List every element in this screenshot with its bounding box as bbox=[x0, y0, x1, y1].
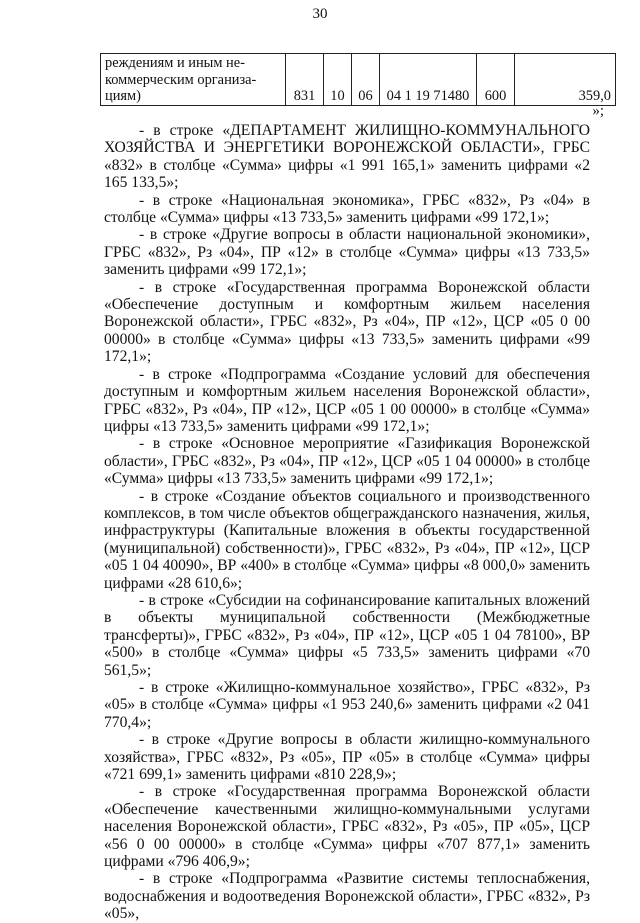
closing-quote-mark: »; bbox=[592, 103, 604, 119]
table-cell-rz: 10 bbox=[324, 54, 352, 106]
amendment-paragraph: - в строке «ДЕПАРТАМЕНТ ЖИЛИЩНО-КОММУНАЛЬНОГО ХОЗЯЙСТВА И ЭНЕРГЕТИКИ ВОРОНЕЖСКОЙ ОБЛАСТИ», ГРБС «832» в столбце «Сумма» цифры «1 991 165,1» заменить цифрами «2 165 133,5»; bbox=[104, 122, 590, 192]
table-cell-csr: 04 1 19 71480 bbox=[380, 54, 477, 106]
table-cell-vr: 600 bbox=[477, 54, 515, 106]
table-name-line: коммерческим организа- bbox=[105, 71, 257, 88]
amendment-paragraph: - в строке «Жилищно-коммунальное хозяйство», ГРБС «832», Рз «05» в столбце «Сумма» цифры «1 953 240,6» заменить цифрами «2 041 770,4»; bbox=[104, 679, 590, 731]
amendment-paragraph: - в строке «Другие вопросы в области жилищно-коммунального хозяйства», ГРБС «832», Рз «05», ПР «05» в столбце «Сумма» цифры «721 699,1» заменить цифрами «810 228,9»; bbox=[104, 731, 590, 784]
page-number: 30 bbox=[312, 6, 328, 22]
amendment-paragraph: - в строке «Субсидии на софинансирование капитальных вложений в объекты муниципальной собственности (Межбюджетные трансферты)», ГРБС «832», Рз «04», ПР «12», ЦСР «05 1 04 78100», ВР «500» в столбце «Сумма» цифры «5 733,5» заменить цифрами «70 561,5»; bbox=[104, 591, 590, 679]
table-cell-grbs: 831 bbox=[286, 54, 324, 106]
amendment-paragraph: - в строке «Государственная программа Воронежской области «Обеспечение доступным и комфортным жильем населения Воронежской области», ГРБС «832», Рз «04», ПР «12», ЦСР «05 0 00 00000» в столбце «Сумма» цифры «13 733,5» заменить цифрами «99 172,1»; bbox=[104, 278, 590, 366]
amendment-paragraph: - в строке «Государственная программа Воронежской области «Обеспечение качественными жилищно-коммунальными услугами населения Воронежской области», ГРБС «832», Рз «05», ПР «05», ЦСР «56 0 00 00000» в столбце «Сумма» цифры «707 877,1» заменить цифрами «796 406,9»; bbox=[104, 783, 590, 871]
amendment-paragraph: - в строке «Другие вопросы в области национальной экономики», ГРБС «832», Рз «04», ПР «12» в столбце «Сумма» цифры «13 733,5» заменить цифрами «99 172,1»; bbox=[104, 226, 590, 279]
table-row bbox=[101, 54, 616, 106]
amendment-paragraph: - в строке «Подпрограмма «Создание условий для обеспечения доступным и комфортным жильем населения Воронежской области», ГРБС «832», Рз «04», ПР «12», ЦСР «05 1 00 00000» в столбце «Сумма» цифры «13 733,5» заменить цифрами «99 172,1»; bbox=[104, 365, 590, 435]
table-cell-pr: 06 bbox=[352, 54, 380, 106]
table-name-line: циям) bbox=[105, 88, 141, 104]
document-body bbox=[104, 122, 590, 923]
amendment-paragraph: - в строке «Основное мероприятие «Газификация Воронежской области», ГРБС «832», Рз «04», ПР «12», ЦСР «05 1 04 00000» в столбце «Сумма» цифры «13 733,5» заменить цифрами «99 172,1»; bbox=[104, 435, 590, 488]
amendment-paragraph: - в строке «Создание объектов социального и производственного комплексов, в том числе объектов общегражданского назначения, жилья, инфраструктуры (Капитальные вложения в объекты государственной (муниципальной) собственности)», ГРБС «832», Рз «04», ПР «12», ЦСР «05 1 04 40090», ВР «400» в столбце «Сумма» цифры «8 000,0» заменить цифрами «28 610,6»; bbox=[104, 487, 590, 592]
table-cell-sum: 359,0 bbox=[515, 54, 616, 106]
table-name-line: реждениям и иным не- bbox=[105, 55, 245, 71]
amendment-paragraph: - в строке «Национальная экономика», ГРБС «832», Рз «04» в столбце «Сумма» цифры «13 733,5» заменить цифрами «99 172,1»; bbox=[104, 191, 590, 227]
amendment-paragraph: - в строке «Подпрограмма «Развитие системы теплоснабжения, водоснабжения и водоотведения Воронежской области», ГРБС «832», Рз «05», bbox=[104, 870, 590, 923]
table-cell-name bbox=[101, 54, 286, 106]
budget-table-fragment bbox=[100, 53, 616, 106]
